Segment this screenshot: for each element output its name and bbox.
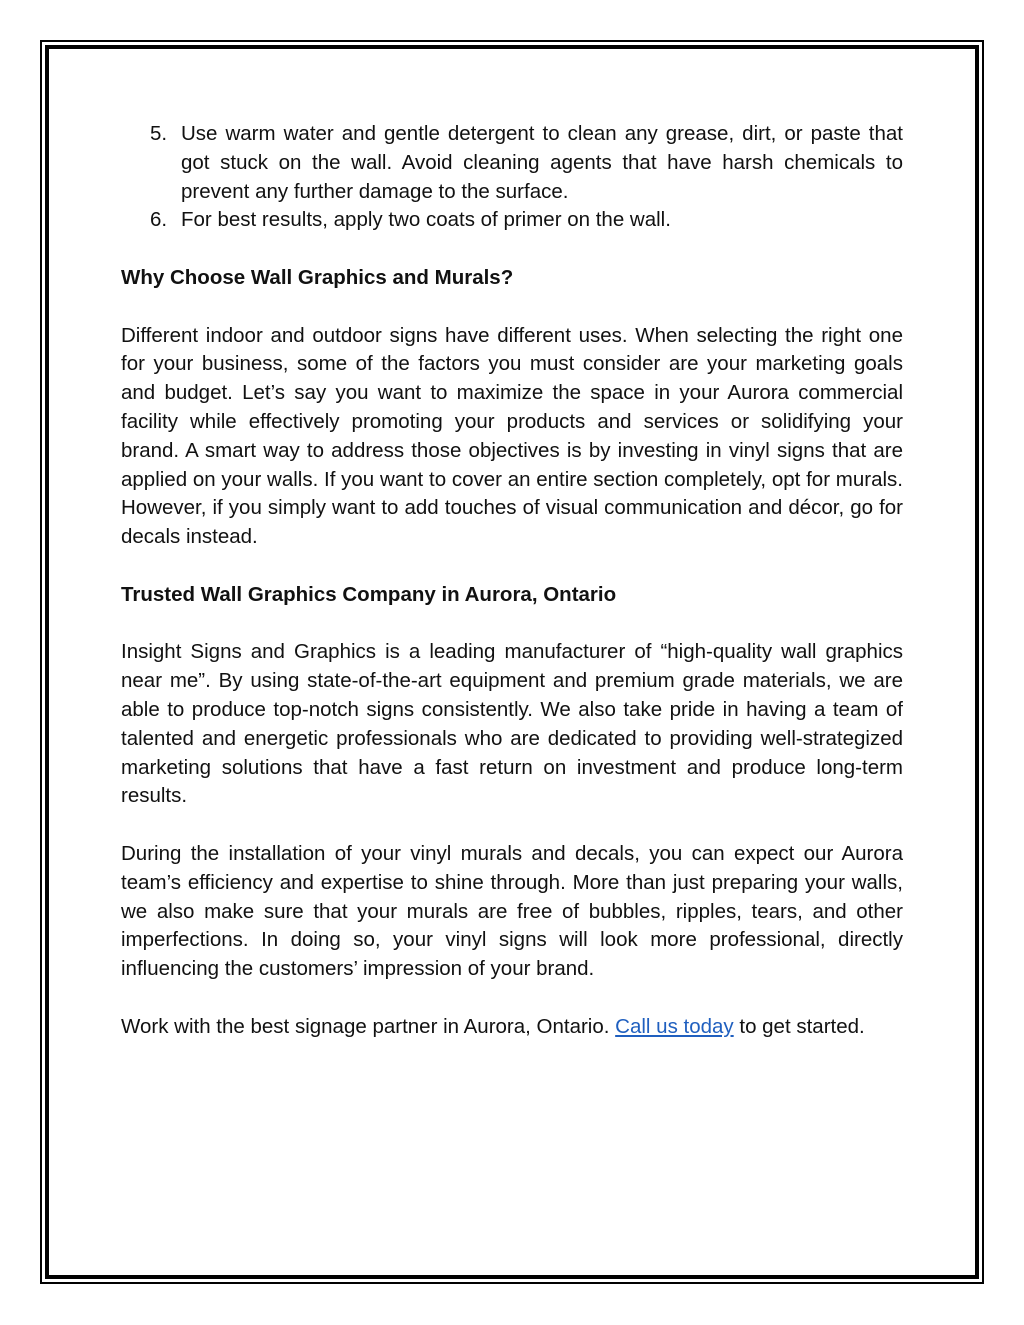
cta-text-after: to get started. [733, 1014, 865, 1038]
list-item [121, 120, 903, 206]
spacer [121, 293, 903, 322]
list-item-number: 6. [150, 208, 168, 232]
list-item [121, 206, 903, 235]
section-heading: Trusted Wall Graphics Company in Aurora, Ontario [121, 582, 617, 606]
spacer [121, 811, 903, 840]
section-heading: Why Choose Wall Graphics and Murals? [121, 265, 514, 289]
paragraph: During the installation of your vinyl murals and decals, you can expect our Aurora team’s efficiency and expertise to shine through. More than just preparing your walls, we also make sure that your murals are free of bubbles, ripples, tears, and other imperfections. In doing so, your vinyl signs will look more professional, directly influencing the customers’ impression of your brand. [121, 841, 903, 981]
list-item-text: For best results, apply two coats of primer on the wall. [181, 208, 671, 232]
spacer [121, 610, 903, 639]
spacer [121, 235, 903, 264]
paragraph: Insight Signs and Graphics is a leading manufacturer of “high-quality wall graphics near me”. By using state-of-the-art equipment and premium grade materials, we are able to produce top-notch signs consistently. We also take pride in having a team of talented and energetic professionals who are dedicated to providing well-strategized marketing solutions that have a fast return on investment and produce long-term results. [121, 640, 903, 808]
call-us-link[interactable]: Call us today [615, 1014, 734, 1038]
cta-text-before: Work with the best signage partner in Aurora, Ontario. [121, 1014, 616, 1038]
cta-paragraph [121, 1013, 903, 1042]
numbered-list [121, 120, 903, 235]
spacer [121, 552, 903, 581]
spacer [121, 984, 903, 1013]
paragraph: Different indoor and outdoor signs have different uses. When selecting the right one for your business, some of the factors you must consider are your marketing goals and budget. Let’s say you want to maximize the space in your Aurora commercial facility while effectively promoting your products and services or solidifying your brand. A smart way to address those objectives is by investing in vinyl signs that are applied on your walls. If you want to cover an entire section completely, opt for murals. However, if you simply want to add touches of visual communication and décor, go for decals instead. [121, 323, 903, 549]
list-item-number: 5. [150, 122, 168, 145]
document-body [121, 120, 903, 1042]
list-item-text: Use warm water and gentle detergent to clean any grease, dirt, or paste that got stuck on the wall. Avoid cleaning agents that have harsh chemicals to prevent any further damage to the surface. [181, 122, 903, 203]
